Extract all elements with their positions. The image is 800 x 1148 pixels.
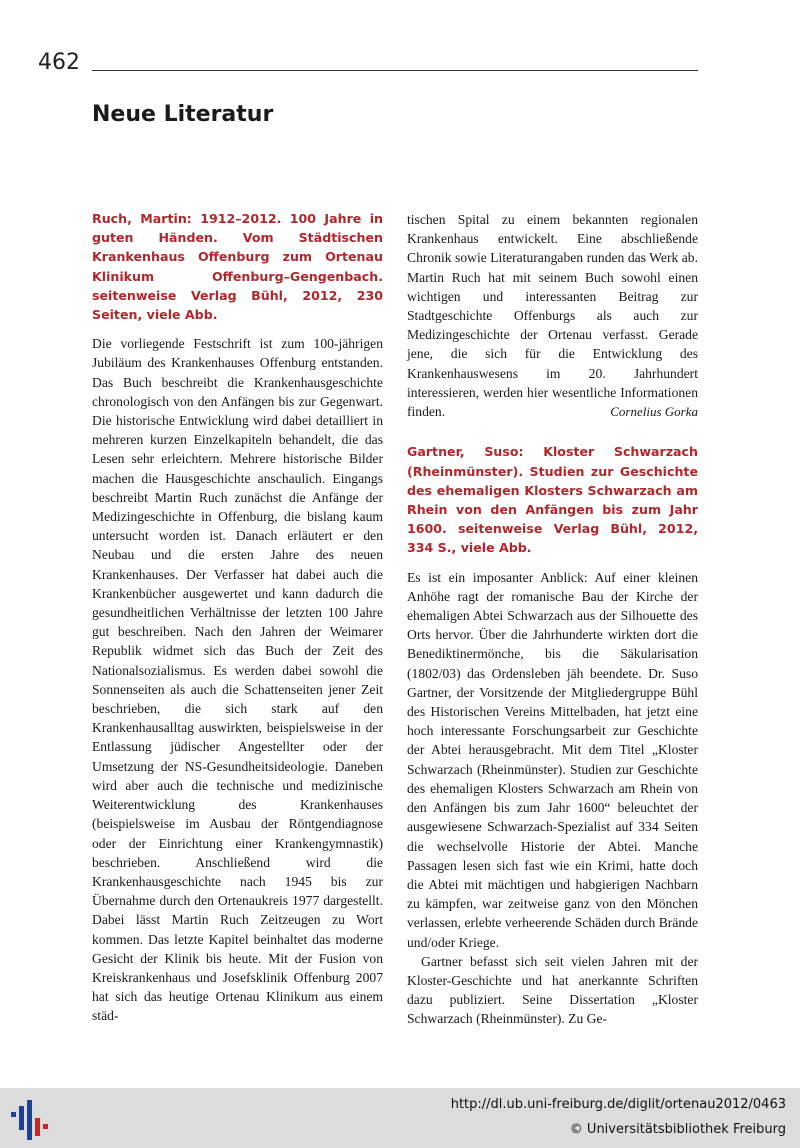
review-body-gartner-paragraph1: Es ist ein imposanter Anblick: Auf einer kleinen Anhöhe ragt der romanische Bau der Kirche der ehemaligen Abtei Schwarzach aus der Silhouette des Orts hervor. Über die Jahrhunderte wirkten dort die Benediktinermönche, bis die Säkularisation (1802/03) das Ordensleben jäh beendete. Dr. Suso Gartner, der Vorsitzende der Mitgliedergruppe Bühl des Historischen Vereins Mittelbaden, hat jetzt eine hoch interessante Forschungsarbeit zur Geschichte der Abtei herausgebracht. Mit dem Titel „Kloster Schwarzach (Rheinmünster). Studien zur Geschichte des ehemaligen Klosters Schwarzach am Rhein von den Anfängen bis zum Jahr 1600“ beleuchtet der ausgewiesene Schwarzach-Spezialist auf 334 Seiten die wechselvolle Historie der Abtei. Manche Passagen lesen sich fast wie ein Krimi, hatte doch die Abtei mit mächtigen und habgierigen Nachbarn zu kämpfen, war zeitweise ganz von den Mönchen verlassen, erlebte verheerende Schäden durch Brände und/oder Kriege. <box>407 569 698 950</box>
section-title: Neue Literatur <box>92 102 274 127</box>
ub-freiburg-logo-icon[interactable] <box>8 1098 50 1140</box>
footer-bar <box>0 1088 800 1148</box>
review-body-gartner-paragraph2: Gartner befasst sich seit vielen Jahren mit der Kloster-Geschichte und hat anerkannte Schriften dazu publiziert. Seine Dissertation „Kloster Schwarzach (Rheinmünster). Zu Ge- <box>407 953 698 1027</box>
review-body-ruch-part2: tischen Spital zu einem bekannten regionalen Krankenhaus entwickelt. Eine abschließende Chronik sowie Literaturangaben runden das Werk ab. Martin Ruch hat mit seinem Buch sowohl einen wichtigen und interessanten Beitrag zur Stadtgeschichte Offenburgs als auch zur Medizingeschichte der Ortenau verfasst. Gerade jene, die sich für die Entwicklung des Krankenhauswesens im 20. Jahrhundert interessieren, werden hier wesentliche Informationen finden. <box>407 212 698 420</box>
column-right <box>407 210 698 1029</box>
column-left <box>92 209 383 1026</box>
page-number: 462 <box>38 50 80 75</box>
review-ending-ruch <box>407 210 698 421</box>
reviewer-name: Cornelius Gorka <box>610 404 698 420</box>
footer-url-link[interactable]: http://dl.ub.uni-freiburg.de/diglit/ortenau2012/0463 <box>450 1097 786 1112</box>
review-reference-ruch: Ruch, Martin: 1912–2012. 100 Jahre in guten Händen. Vom Städtischen Krankenhaus Offenburg zum Ortenau Klinikum Offenburg–Gengenbach. seitenweise Verlag Bühl, 2012, 230 Seiten, viele Abb. <box>92 211 383 323</box>
review-body-ruch-part1: Die vorliegende Festschrift ist zum 100-jährigen Jubiläum des Krankenhauses Offenburg entstanden. Das Buch beschreibt die Krankenhausgeschichte chronologisch von den Anfängen bis zur Gegenwart. Die historische Entwicklung wird dabei detailliert in mehreren kurzen Einzelkapiteln behandelt, die das Lesen sehr erleichtern. Mehrere historische Bilder machen die Hausgeschichte anschaulich. Eingangs beschreibt Martin Ruch zunächst die Anfänge der Medizingeschichte in Offenburg, die bislang kaum untersucht worden ist. Danach erläutert er den Neubau und die ersten Jahre des neuen Krankenhauses. Der Verfasser hat dabei auch die Krankenbücher ausgewertet und kann dadurch die gesundheitlichen Verhältnisse der letzten 100 Jahre gut beschreiben. Nach den Jahren der Weimarer Republik widmet sich das Buch der Zeit des Nationalsozialismus. Es werden dabei sowohl die Sonnenseiten als auch die Schattenseiten jener Zeit beschrieben, die sich stark auf den Krankenhausalltag auswirkten, beispielsweise in der Entlassung jüdischer Angestellter oder der Umsetzung der NS-Gesundheitsideologie. Daneben wird aber auch die technische und medizinische Weiterentwicklung des Krankenhauses (beispielsweise im Ausbau der Röntgendiagnose oder der Einrichtung einer Krankengymnastik) beschrieben. Anschließend wird die Krankenhausgeschichte nach 1945 bis zur Übernahme durch den Ortenaukreis 1977 dargestellt. Dabei lässt Martin Ruch Zeitzeugen zu Wort kommen. Das letzte Kapitel beinhaltet das moderne Gesicht der Klinik bis heute. Mit der Fusion von Kreiskrankenhaus und Josefsklinik Offenburg 2007 hat sich das heutige Ortenau Klinikum aus einem städ- <box>92 336 383 1024</box>
reviewer-signature-line <box>407 402 698 421</box>
footer-copyright: © Universitätsbibliothek Freiburg <box>569 1122 786 1137</box>
review-reference-gartner: Gartner, Suso: Kloster Schwarzach (Rheinmünster). Studien zur Geschichte des ehemaligen Klosters Schwarzach am Rhein von den Anfängen bis zum Jahr 1600. seitenweise Verlag Bühl, 2012, 334 S., viele Abb. <box>407 444 698 556</box>
header-rule <box>92 70 698 71</box>
